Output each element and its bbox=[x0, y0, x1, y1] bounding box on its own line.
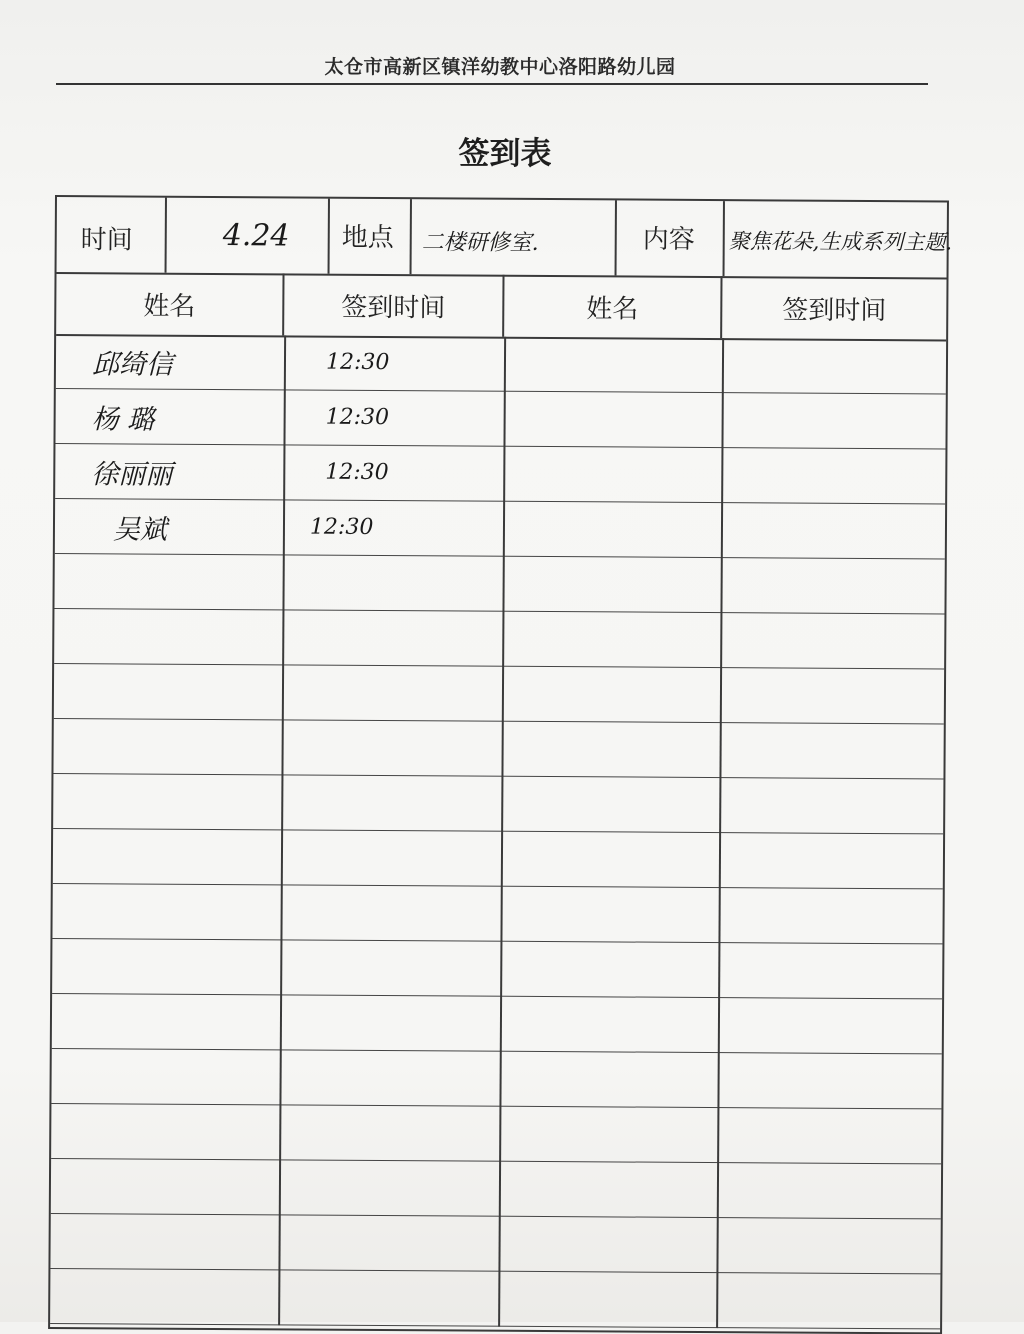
table-row bbox=[50, 1214, 940, 1274]
table-row bbox=[55, 444, 945, 504]
col-header-name-2: 姓名 bbox=[504, 275, 722, 338]
signer-name: 徐丽丽 bbox=[91, 459, 173, 491]
time-label-cell bbox=[57, 197, 167, 273]
signin-time: 12:30 bbox=[309, 514, 374, 540]
table-row bbox=[56, 334, 946, 394]
signer-name: 杨 璐 bbox=[91, 404, 155, 436]
table-row bbox=[54, 664, 944, 724]
col-header-name-1: 姓名 bbox=[56, 272, 284, 335]
table-row bbox=[53, 829, 943, 889]
col-header-time-2: 签到时间 bbox=[782, 294, 887, 326]
header-rule bbox=[56, 83, 928, 85]
table-row bbox=[52, 939, 942, 999]
place-label: 地点 bbox=[341, 222, 394, 254]
place-value-cell bbox=[412, 199, 617, 275]
table-row bbox=[51, 1159, 941, 1219]
time-label: 时间 bbox=[80, 225, 133, 256]
content-value-cell bbox=[725, 201, 953, 277]
signin-time: 12:30 bbox=[325, 349, 390, 376]
time-value: 4.24 bbox=[222, 218, 290, 254]
page-title: 签到表 bbox=[458, 136, 552, 172]
signin-table bbox=[48, 195, 953, 1334]
table-row bbox=[52, 884, 942, 944]
table-row bbox=[53, 774, 943, 834]
signin-time: 12:30 bbox=[325, 404, 390, 431]
content-value: 聚焦花朵,生成系列主题. bbox=[728, 229, 953, 255]
table-row bbox=[51, 1104, 941, 1164]
content-label-cell bbox=[617, 200, 725, 276]
place-label-cell bbox=[330, 199, 412, 274]
table-row bbox=[51, 1049, 941, 1109]
table-row bbox=[54, 609, 944, 669]
info-row bbox=[57, 197, 953, 279]
table-row bbox=[54, 554, 944, 614]
signin-time: 12:30 bbox=[325, 459, 389, 486]
signer-name: 吴斌 bbox=[112, 514, 168, 546]
column-header-row bbox=[56, 272, 946, 341]
content-label: 内容 bbox=[642, 224, 695, 255]
time-value-cell bbox=[167, 198, 330, 274]
table-row bbox=[55, 499, 945, 559]
table-row bbox=[50, 1269, 940, 1329]
table-row bbox=[53, 719, 943, 779]
col-header-time-1: 签到时间 bbox=[284, 273, 504, 336]
organization-name: 太仓市高新区镇洋幼教中心洛阳路幼儿园 bbox=[324, 56, 676, 78]
table-row bbox=[52, 994, 942, 1054]
signer-name: 邱绮信 bbox=[91, 349, 174, 381]
table-row bbox=[55, 389, 945, 449]
place-value: 二楼研修室. bbox=[421, 230, 539, 256]
